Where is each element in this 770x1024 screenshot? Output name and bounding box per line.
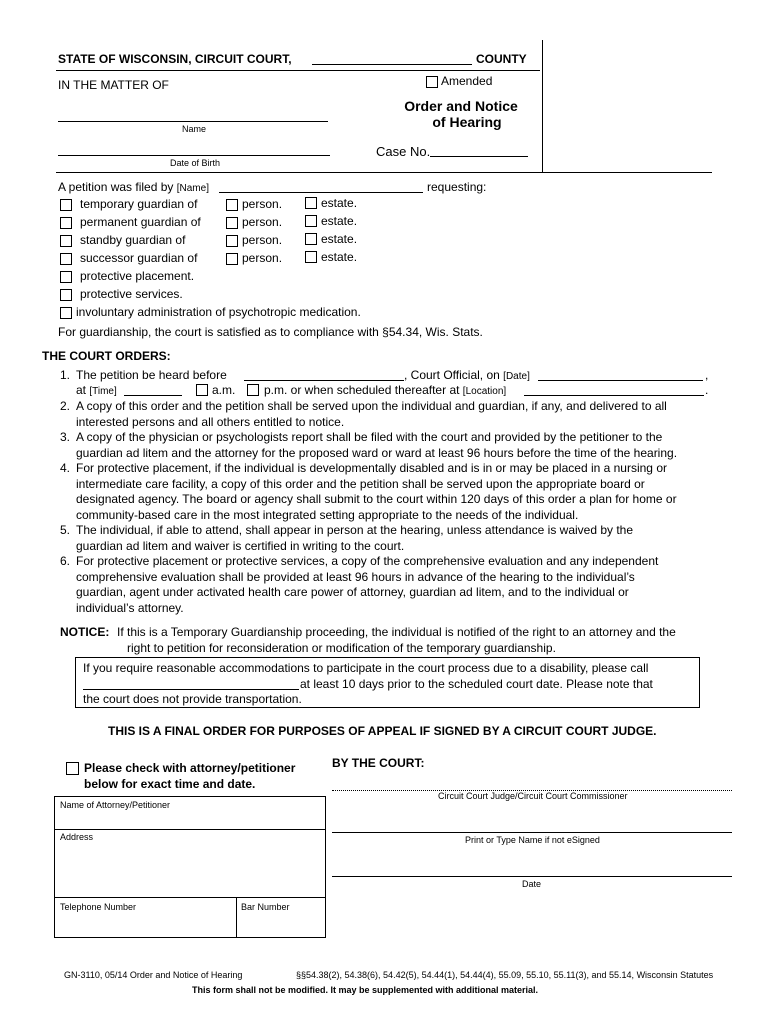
name-hint: [Name]: [176, 183, 209, 194]
temporary-person-checkbox[interactable]: [226, 199, 238, 211]
successor-guardian-label: successor guardian of: [80, 251, 198, 265]
order-6-line-2: comprehensive evaluation shall be provided at least 96 hours in advance of the hearing to the individual’s: [76, 569, 635, 584]
permanent-estate-checkbox[interactable]: [305, 215, 317, 227]
permanent-person-label: person.: [242, 215, 283, 229]
check-attorney-line-2: below for exact time and date.: [84, 777, 256, 791]
order-5-line-2: guardian ad litem and waiver is certified in writing to the court.: [76, 538, 405, 553]
petitioner-name-field[interactable]: [219, 192, 423, 193]
standby-guardian-label: standby guardian of: [80, 233, 186, 247]
order-4-text: [76, 461, 677, 523]
amended-checkbox[interactable]: [426, 76, 438, 88]
order-6-text: [76, 554, 658, 616]
name-field[interactable]: [58, 121, 328, 122]
standby-guardian-checkbox[interactable]: [60, 235, 72, 247]
hearing-time-field[interactable]: [124, 395, 182, 396]
order-4-line-3: designated agency. The board or agency shall submit to the court within 120 days of this order a plan for home or: [76, 492, 677, 506]
permanent-guardian-label: permanent guardian of: [80, 215, 201, 229]
pm-text: p.m. or when scheduled thereafter at: [264, 383, 460, 397]
attorney-divider-1: [54, 829, 325, 830]
county-field[interactable]: [312, 64, 472, 65]
order-2-text: [76, 399, 667, 430]
print-name-line[interactable]: [332, 832, 732, 833]
notice-line-1: If this is a Temporary Guardianship proceeding, the individual is notified of the right to an attorney and the: [117, 625, 676, 639]
order-1-location-hint: [Location]: [462, 386, 507, 397]
order-6-line-4: individual’s attorney.: [76, 600, 184, 615]
title-line-1: Order and Notice: [404, 98, 518, 114]
notice-label: NOTICE:: [60, 625, 110, 639]
psychotropic-label: involuntary administration of psychotropic medication.: [76, 305, 361, 319]
order-1-at-text: at: [76, 383, 87, 397]
order-1-official-text: , Court Official, on: [404, 368, 500, 382]
order-1-text-b: [404, 368, 530, 382]
order-3-line-1: A copy of the physician or psychologists report shall be filed with the court and provided by the petitioner to the: [76, 430, 663, 444]
order-1-at: [76, 383, 117, 397]
dob-label: Date of Birth: [170, 158, 221, 168]
order-5-number: 5.: [60, 523, 71, 537]
state-court-label: STATE OF WISCONSIN, CIRCUIT COURT,: [58, 52, 292, 66]
protective-services-label: protective services.: [80, 287, 183, 301]
order-1-period: .: [705, 383, 709, 397]
county-label: COUNTY: [476, 52, 527, 66]
am-checkbox[interactable]: [196, 384, 208, 396]
amended-label: Amended: [441, 74, 493, 88]
title-line-2: of Hearing: [432, 114, 502, 130]
successor-person-label: person.: [242, 251, 283, 265]
attorney-divider-2: [54, 897, 325, 898]
permanent-guardian-checkbox[interactable]: [60, 217, 72, 229]
order-4-line-1: For protective placement, if the individual is developmentally disabled and is in or may be placed in a nursing or: [76, 461, 667, 475]
form-id: GN-3110, 05/14 Order and Notice of Hearing: [64, 970, 243, 980]
order-5-text: [76, 523, 633, 554]
permanent-person-checkbox[interactable]: [226, 217, 238, 229]
compliance-statement: For guardianship, the court is satisfied as to compliance with §54.34, Wis. Stats.: [58, 325, 483, 339]
protective-services-checkbox[interactable]: [60, 289, 72, 301]
order-2-line-1: A copy of this order and the petition shall be served upon the individual and guardian, if any, and delivered to all: [76, 399, 667, 413]
check-attorney-line-1: Please check with attorney/petitioner: [84, 761, 296, 775]
check-attorney-text: [84, 760, 295, 792]
standby-estate-label: estate.: [321, 232, 358, 246]
psychotropic-checkbox[interactable]: [60, 307, 72, 319]
attorney-bar-label[interactable]: Bar Number: [241, 902, 290, 912]
notice-line-2: right to petition for reconsideration or modification of the temporary guardianship.: [127, 640, 556, 655]
date-line[interactable]: [332, 876, 732, 877]
order-5-line-1: The individual, if able to attend, shall appear in person at the hearing, unless attendance is waived by the: [76, 523, 634, 537]
temporary-guardian-checkbox[interactable]: [60, 199, 72, 211]
petition-filed-by: [58, 180, 209, 194]
court-official-field[interactable]: [244, 380, 404, 381]
pm-checkbox[interactable]: [247, 384, 259, 396]
order-1-date-hint: [Date]: [503, 371, 530, 382]
matter-label: IN THE MATTER OF: [58, 78, 169, 92]
page-title: [400, 98, 522, 130]
order-3-text: [76, 430, 677, 461]
print-name-label: Print or Type Name if not eSigned: [465, 835, 600, 845]
statutes: §§54.38(2), 54.38(6), 54.42(5), 54.44(1), 54.44(4), 55.09, 55.10, 55.11(3), and 55.14, Wisconsin Statutes: [296, 970, 714, 980]
order-2-number: 2.: [60, 399, 71, 413]
hearing-location-field[interactable]: [524, 395, 704, 396]
accommodation-phone-field[interactable]: [83, 689, 299, 690]
case-no-label: Case No.: [376, 144, 431, 159]
permanent-estate-label: estate.: [321, 214, 358, 228]
attorney-phone-label[interactable]: Telephone Number: [60, 902, 137, 912]
hearing-date-field[interactable]: [538, 380, 703, 381]
header-rule: [56, 70, 540, 71]
attorney-name-label[interactable]: Name of Attorney/Petitioner: [60, 800, 171, 810]
temporary-estate-label: estate.: [321, 196, 358, 210]
date-label: Date: [522, 879, 542, 889]
standby-person-checkbox[interactable]: [226, 235, 238, 247]
order-4-line-4: community-based care in the most integrated setting appropriate to the needs of the individual.: [76, 507, 579, 522]
successor-person-checkbox[interactable]: [226, 253, 238, 265]
requesting-label: requesting:: [427, 180, 487, 194]
successor-estate-checkbox[interactable]: [305, 251, 317, 263]
accommodation-line-1: If you require reasonable accommodations to participate in the court process due to a disability, please call: [83, 661, 649, 675]
temporary-estate-checkbox[interactable]: [305, 197, 317, 209]
order-6-line-3: guardian, agent under activated health care power of attorney, guardian ad litem, and to the individual or: [76, 585, 629, 599]
am-label: a.m.: [212, 383, 236, 397]
order-2-line-2: interested persons and all others entitled to notice.: [76, 414, 345, 429]
notice-text: [117, 625, 676, 656]
by-the-court-label: BY THE COURT:: [332, 756, 425, 770]
successor-guardian-checkbox[interactable]: [60, 253, 72, 265]
accommodation-line-3: the court does not provide transportation.: [83, 692, 302, 706]
check-attorney-checkbox[interactable]: [66, 762, 79, 775]
standby-estate-checkbox[interactable]: [305, 233, 317, 245]
successor-estate-label: estate.: [321, 250, 358, 264]
order-1-comma: ,: [705, 368, 709, 382]
filed-by-text: A petition was filed by: [58, 180, 174, 194]
judge-label: Circuit Court Judge/Circuit Court Commissioner: [438, 791, 628, 801]
protective-placement-checkbox[interactable]: [60, 271, 72, 283]
order-1-text-a: The petition be heard before: [76, 368, 227, 382]
dob-field[interactable]: [58, 155, 330, 156]
order-3-number: 3.: [60, 430, 71, 444]
header-divider: [542, 40, 543, 172]
accommodation-line-2: at least 10 days prior to the scheduled court date. Please note that: [300, 677, 653, 691]
order-6-line-1: For protective placement or protective services, a copy of the comprehensive evaluation and any independent: [76, 554, 659, 568]
order-3-line-2: guardian ad litem and the attorney for the proposed ward or ward at least 96 hours before the time of the hearing.: [76, 445, 678, 460]
order-1-time-hint: [Time]: [89, 386, 117, 397]
temporary-person-label: person.: [242, 197, 283, 211]
temporary-guardian-label: temporary guardian of: [80, 197, 198, 211]
standby-person-label: person.: [242, 233, 283, 247]
protective-placement-label: protective placement.: [80, 269, 195, 283]
name-label: Name: [182, 124, 207, 134]
attorney-address-label[interactable]: Address: [60, 832, 94, 842]
header-bottom-rule: [56, 172, 712, 173]
order-4-line-2: intermediate care facility, a copy of this order and the petition shall be served upon the appropriate board or: [76, 476, 645, 491]
attorney-info-box: [54, 796, 326, 938]
attorney-divider-vertical: [236, 898, 237, 937]
pm-label: [264, 383, 506, 397]
court-orders-heading: THE COURT ORDERS:: [42, 349, 171, 363]
form-modification-notice: This form shall not be modified. It may be supplemented with additional material.: [192, 985, 539, 995]
order-6-number: 6.: [60, 554, 71, 568]
final-order-statement: THIS IS A FINAL ORDER FOR PURPOSES OF APPEAL IF SIGNED BY A CIRCUIT COURT JUDGE.: [108, 724, 657, 738]
order-4-number: 4.: [60, 461, 71, 475]
order-1-number: 1.: [60, 368, 71, 382]
case-no-field[interactable]: [430, 156, 528, 157]
